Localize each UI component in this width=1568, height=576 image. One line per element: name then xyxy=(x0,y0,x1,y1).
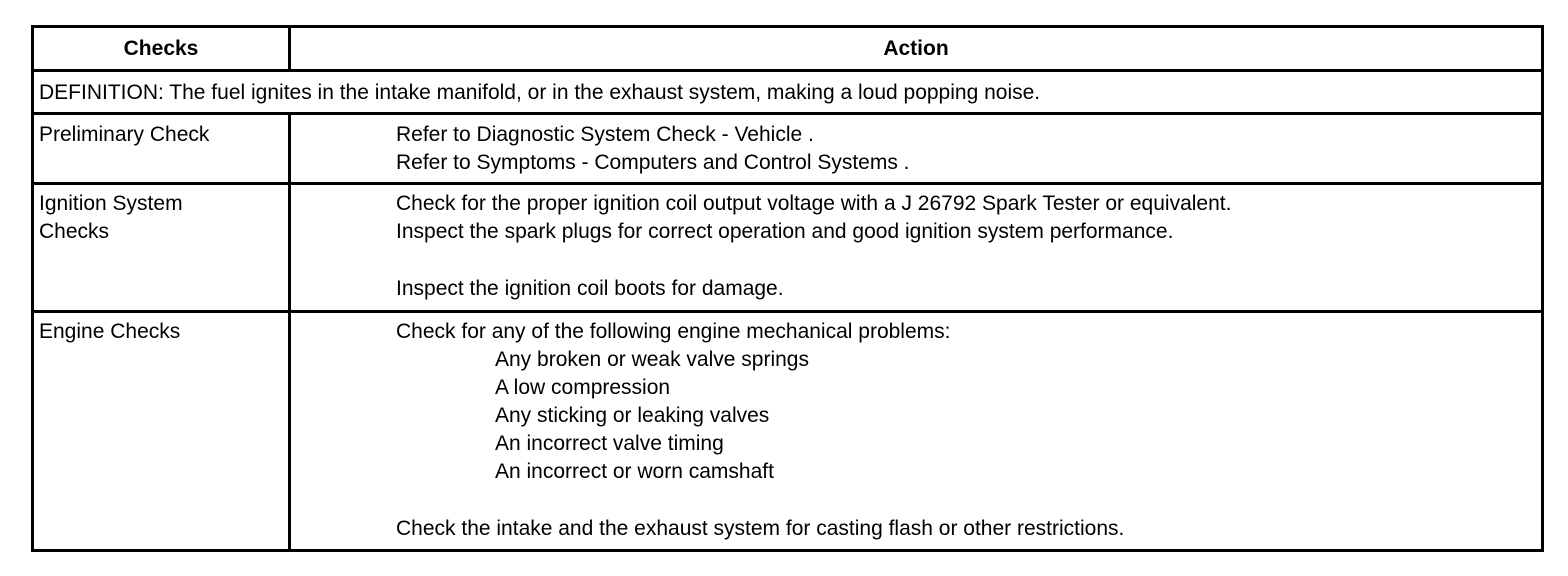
problem-item: Any broken or weak valve springs xyxy=(495,348,809,371)
action-line: Inspect the spark plugs for correct operation and good ignition system performance. xyxy=(396,220,1174,243)
problem-item: An incorrect valve timing xyxy=(495,432,724,455)
table-row-ignition xyxy=(34,182,1541,310)
action-intro: Check for any of the following engine mechanical problems: xyxy=(396,320,951,343)
table-row-engine xyxy=(34,310,1541,549)
table-header-row xyxy=(34,28,1541,69)
problem-item: An incorrect or worn camshaft xyxy=(495,460,774,483)
diagnostic-table xyxy=(31,25,1544,552)
check-label-line: Ignition System xyxy=(39,192,183,215)
action-list xyxy=(396,318,1124,543)
action-line: Refer to Symptoms - Computers and Control Systems . xyxy=(396,151,910,174)
action-final: Check the intake and the exhaust system for casting flash or other restrictions. xyxy=(396,517,1125,540)
action-line: Check for the proper ignition coil output voltage with a J 26792 Spark Tester or equivalent. xyxy=(396,192,1232,215)
header-action: Action xyxy=(883,37,949,60)
check-label xyxy=(39,190,183,246)
action-line: Inspect the ignition coil boots for damage. xyxy=(396,277,784,300)
table-row-preliminary xyxy=(34,112,1541,182)
definition-text: DEFINITION: The fuel ignites in the intake manifold, or in the exhaust system, making a loud popping noise. xyxy=(39,81,1041,104)
check-label: Engine Checks xyxy=(39,320,181,343)
header-checks: Checks xyxy=(123,37,199,60)
action-list xyxy=(396,121,910,177)
column-divider xyxy=(288,185,291,310)
definition-row xyxy=(34,69,1541,112)
check-label: Preliminary Check xyxy=(39,123,210,146)
problem-item: A low compression xyxy=(495,376,671,399)
column-divider xyxy=(288,115,291,182)
action-line: Refer to Diagnostic System Check - Vehicle . xyxy=(396,123,814,146)
column-divider xyxy=(288,313,291,549)
action-list xyxy=(396,190,1231,303)
problem-item: Any sticking or leaking valves xyxy=(495,404,770,427)
check-label-line: Checks xyxy=(39,220,110,243)
